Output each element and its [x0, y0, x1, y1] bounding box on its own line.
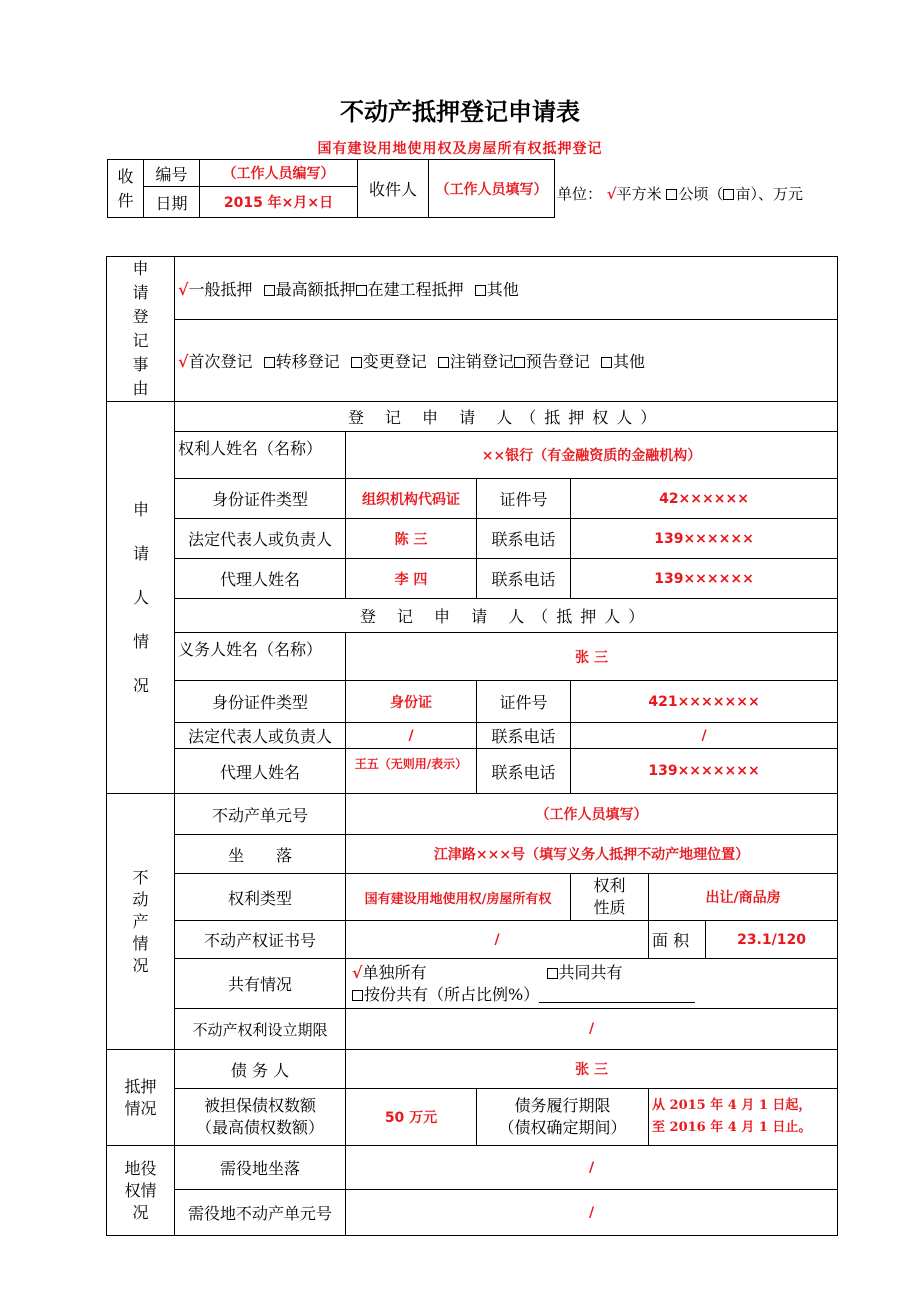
mortgagor-id-no-value[interactable]: 421×××××××: [571, 681, 838, 723]
mortgage-amount-value[interactable]: 50 万元: [346, 1089, 477, 1146]
mortgagor-id-no-label: 证件号: [477, 681, 571, 723]
unit-option-hectare[interactable]: 公顷（: [678, 185, 724, 203]
reason-construction-mortgage[interactable]: 在建工程抵押: [367, 279, 464, 299]
mortgagor-header: 登 记 申 请 人（抵押人）: [175, 599, 838, 633]
mortgage-debtor-label: 债 务 人: [175, 1050, 346, 1089]
unit-selector: [557, 183, 803, 204]
mortgage-period-label-2: （债权确定期间）: [498, 1118, 627, 1137]
mortgagee-agent-phone[interactable]: 139××××××: [571, 559, 838, 599]
reason-general-mortgage[interactable]: 一般抵押: [188, 279, 253, 299]
receipt-number-value[interactable]: （工作人员编写）: [200, 160, 358, 187]
mortgage-period-value[interactable]: [649, 1089, 838, 1146]
mortgagor-agent-label: 代理人姓名: [175, 749, 346, 794]
mortgage-period-label-1: 债务履行期限: [514, 1096, 611, 1115]
checkbox-icon[interactable]: [264, 285, 275, 296]
property-share-options: [346, 959, 838, 1009]
property-unit-no-value[interactable]: （工作人员填写）: [346, 794, 838, 835]
property-right-nature-label: 权利性质: [571, 874, 649, 921]
checkbox-icon[interactable]: [601, 357, 612, 368]
mortgagee-agent-label: 代理人姓名: [175, 559, 346, 599]
mortgagee-agent-value[interactable]: 李 四: [346, 559, 477, 599]
property-cert-no-label: 不动产权证书号: [175, 921, 346, 959]
mortgagee-name-label: 权利人姓名（名称）: [175, 432, 346, 479]
easement-unit-no-label: 需役地不动产单元号: [175, 1190, 346, 1236]
share-ratio-blank[interactable]: [539, 988, 695, 1003]
property-cert-no-value[interactable]: /: [346, 921, 649, 959]
receipt-date-label: 日期: [144, 187, 200, 218]
main-form-table: [106, 256, 838, 1236]
checkbox-icon[interactable]: [351, 357, 362, 368]
property-side-label: 不动产情况: [107, 794, 175, 1050]
reason-registration-row: [175, 320, 838, 402]
property-area-label: 面 积: [649, 921, 706, 959]
mortgagor-id-type-label: 身份证件类型: [175, 681, 346, 723]
property-term-value[interactable]: /: [346, 1009, 838, 1050]
easement-side-label: 地役权情况: [107, 1146, 175, 1236]
property-right-type-value[interactable]: 国有建设用地使用权/房屋所有权: [346, 874, 571, 921]
easement-location-label: 需役地坐落: [175, 1146, 346, 1190]
checkbox-icon[interactable]: [264, 357, 275, 368]
checkbox-icon[interactable]: [438, 357, 449, 368]
receiver-label: 收件人: [358, 160, 429, 218]
reason-change-registration[interactable]: 变更登记: [362, 352, 427, 372]
receiver-value[interactable]: （工作人员填写）: [429, 160, 555, 218]
property-location-value[interactable]: 江津路×××号（填写义务人抵押不动产地理位置）: [346, 835, 838, 874]
mortgage-period-value-2: 至 2016 年 4 月 1 日止。: [652, 1120, 812, 1135]
easement-unit-no-value[interactable]: /: [346, 1190, 838, 1236]
reason-advance-registration[interactable]: 预告登记: [525, 352, 590, 372]
mortgagee-name-value[interactable]: ××银行（有金融资质的金融机构）: [346, 432, 838, 479]
reason-transfer-registration[interactable]: 转移登记: [275, 352, 340, 372]
receipt-table: [107, 159, 555, 218]
check-mark-icon[interactable]: √: [178, 352, 189, 372]
mortgagor-id-type-value[interactable]: 身份证: [346, 681, 477, 723]
mortgagor-agent-value[interactable]: 王五（无则用/表示）: [346, 749, 477, 794]
checkbox-icon[interactable]: [666, 189, 677, 200]
reason-max-mortgage[interactable]: 最高额抵押: [275, 279, 356, 299]
property-right-nature-value[interactable]: 出让/商品房: [649, 874, 838, 921]
unit-option-sqm[interactable]: 平方米: [616, 185, 662, 203]
mortgagee-id-no-label: 证件号: [477, 479, 571, 519]
mortgagee-legal-rep-value[interactable]: 陈 三: [346, 519, 477, 559]
property-share-label: 共有情况: [175, 959, 346, 1009]
check-mark-icon[interactable]: √: [178, 279, 189, 299]
mortgagor-legal-rep-label: 法定代表人或负责人: [175, 723, 346, 749]
reason-first-registration[interactable]: 首次登记: [188, 352, 253, 372]
page-title: 不动产抵押登记申请表: [340, 98, 580, 126]
check-mark-icon[interactable]: √: [352, 962, 363, 982]
mortgagee-legal-rep-phone[interactable]: 139××××××: [571, 519, 838, 559]
easement-location-value[interactable]: /: [346, 1146, 838, 1190]
reason-other-1[interactable]: 其他: [486, 279, 519, 299]
reason-type-row: [175, 257, 838, 320]
mortgagor-legal-rep-phone[interactable]: /: [571, 723, 838, 749]
mortgagor-agent-phone-label: 联系电话: [477, 749, 571, 794]
mortgagee-id-type-label: 身份证件类型: [175, 479, 346, 519]
property-right-type-label: 权利类型: [175, 874, 346, 921]
share-joint-ownership[interactable]: 共同共有: [558, 962, 623, 982]
share-proportional-ownership[interactable]: 按份共有（所占比例%）: [364, 984, 540, 1004]
property-term-label: 不动产权利设立期限: [175, 1009, 346, 1050]
property-location-label: 坐 落: [175, 835, 346, 874]
mortgagee-agent-phone-label: 联系电话: [477, 559, 571, 599]
mortgage-debtor-value[interactable]: 张 三: [346, 1050, 838, 1089]
mortgage-side-label: 抵押情况: [107, 1050, 175, 1146]
mortgage-period-value-1: 从 2015 年 4 月 1 日起，: [652, 1098, 812, 1113]
mortgage-amount-label: [175, 1089, 346, 1146]
checkbox-icon[interactable]: [723, 189, 734, 200]
mortgagor-legal-rep-value[interactable]: /: [346, 723, 477, 749]
reason-cancel-registration[interactable]: 注销登记: [449, 352, 514, 372]
property-area-value[interactable]: 23.1/120: [706, 921, 838, 959]
receipt-date-value[interactable]: 2015 年×月×日: [200, 187, 358, 218]
mortgagee-id-type-value[interactable]: 组织机构代码证: [346, 479, 477, 519]
mortgagee-header: 登 记 申 请 人（抵押权人）: [175, 402, 838, 432]
mortgagor-phone-label: 联系电话: [477, 723, 571, 749]
unit-label: 单位：: [557, 185, 603, 203]
reason-label: 申请登记事由: [107, 257, 175, 402]
checkbox-icon[interactable]: [547, 968, 558, 979]
mortgagee-legal-rep-label: 法定代表人或负责人: [175, 519, 346, 559]
mortgagor-agent-phone[interactable]: 139×××××××: [571, 749, 838, 794]
mortgage-amount-label-2: （最高债权数额）: [195, 1118, 324, 1137]
mortgagee-id-no-value[interactable]: 42××××××: [571, 479, 838, 519]
receipt-number-label: 编号: [144, 160, 200, 187]
mortgagee-phone-label: 联系电话: [477, 519, 571, 559]
mortgage-amount-label-1: 被担保债权数额: [203, 1096, 316, 1115]
check-mark-icon[interactable]: √: [606, 185, 617, 203]
checkbox-icon[interactable]: [352, 990, 363, 1001]
receipt-label: 收件: [108, 160, 144, 218]
checkbox-icon[interactable]: [475, 285, 486, 296]
property-unit-no-label: 不动产单元号: [175, 794, 346, 835]
checkbox-icon[interactable]: [514, 357, 525, 368]
reason-other-2[interactable]: 其他: [612, 352, 645, 372]
share-sole-ownership[interactable]: 单独所有: [362, 962, 427, 982]
unit-option-mu[interactable]: 亩）、万元: [735, 185, 803, 203]
mortgage-period-label: [477, 1089, 649, 1146]
page-subtitle: 国有建设用地使用权及房屋所有权抵押登记: [317, 141, 603, 157]
mortgagor-name-label: 义务人姓名（名称）: [175, 633, 346, 681]
checkbox-icon[interactable]: [356, 285, 367, 296]
applicant-side-label: 申请人情况: [107, 402, 175, 794]
mortgagor-name-value[interactable]: 张 三: [346, 633, 838, 681]
